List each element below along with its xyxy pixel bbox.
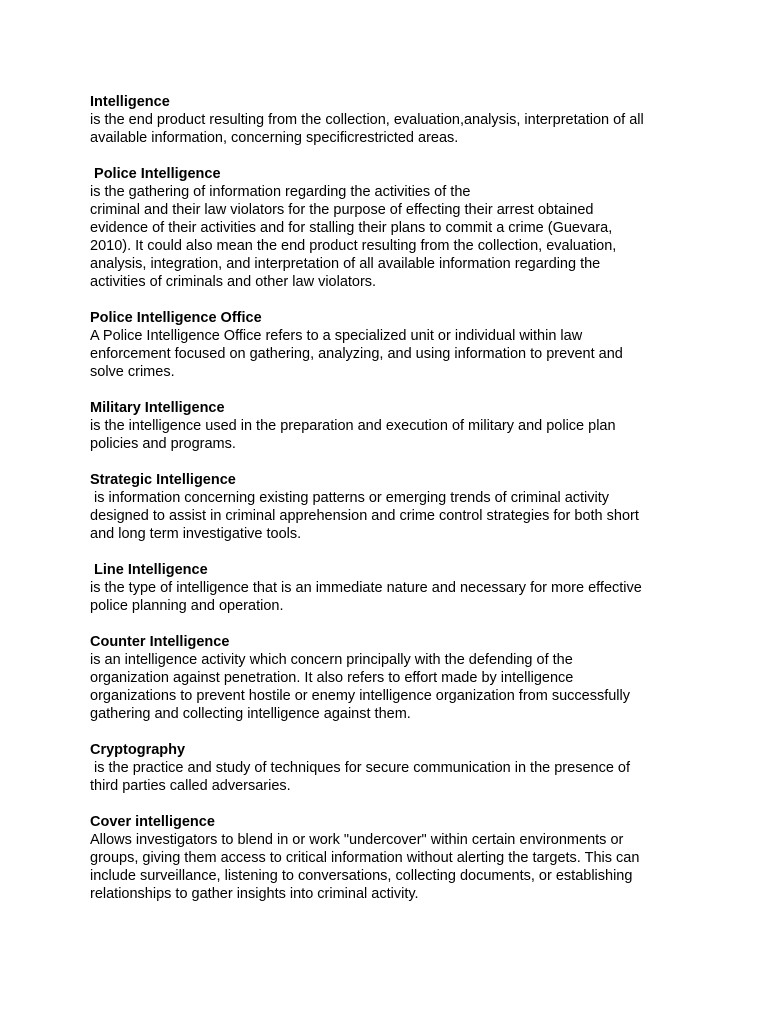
definition-line: gathering and collecting intelligence against them. bbox=[90, 706, 411, 722]
definition-line: third parties called adversaries. bbox=[90, 778, 291, 794]
definition-line: Allows investigators to blend in or work "undercover" within certain environments or bbox=[90, 832, 624, 848]
definition-line: police planning and operation. bbox=[90, 598, 284, 614]
definition-line: is the end product resulting from the collection, evaluation,analysis, interpretation of all bbox=[90, 112, 644, 128]
entry-line-intelligence bbox=[90, 561, 690, 615]
definition-line: analysis, integration, and interpretation of all available information regarding the bbox=[90, 256, 601, 272]
definition-line: enforcement focused on gathering, analyzing, and using information to prevent and bbox=[90, 346, 623, 362]
definition-line: organization against penetration. It also refers to effort made by intelligence bbox=[90, 670, 574, 686]
definition-line: is the type of intelligence that is an immediate nature and necessary for more effective bbox=[90, 580, 642, 596]
definition-line: activities of criminals and other law violators. bbox=[90, 274, 377, 290]
entry-police-intelligence bbox=[90, 165, 690, 291]
definition-line: is information concerning existing patterns or emerging trends of criminal activity bbox=[90, 490, 610, 506]
definition-line: 2010). It could also mean the end product resulting from the collection, evaluation, bbox=[90, 238, 617, 254]
term-heading: Counter Intelligence bbox=[90, 634, 230, 650]
entry-military-intelligence bbox=[90, 399, 690, 453]
definition-line: available information, concerning specificrestricted areas. bbox=[90, 130, 459, 146]
definition-line: solve crimes. bbox=[90, 364, 175, 380]
entry-cryptography bbox=[90, 741, 690, 795]
entry-intelligence bbox=[90, 93, 690, 147]
definition-line: criminal and their law violators for the purpose of effecting their arrest obtained bbox=[90, 202, 594, 218]
term-heading: Police Intelligence Office bbox=[90, 310, 262, 326]
entry-counter-intelligence bbox=[90, 633, 690, 723]
definition-line: evidence of their activities and for stalling their plans to commit a crime (Guevara, bbox=[90, 220, 613, 236]
definition-line: A Police Intelligence Office refers to a specialized unit or individual within law bbox=[90, 328, 583, 344]
term-heading: Police Intelligence bbox=[90, 166, 221, 182]
entry-cover-intelligence bbox=[90, 813, 690, 903]
entry-strategic-intelligence bbox=[90, 471, 690, 543]
definition-line: is an intelligence activity which concern principally with the defending of the bbox=[90, 652, 573, 668]
term-heading: Military Intelligence bbox=[90, 400, 225, 416]
entry-police-intelligence-office bbox=[90, 309, 690, 381]
definition-line: groups, giving them access to critical information without alerting the targets. This can bbox=[90, 850, 640, 866]
definition-line: relationships to gather insights into criminal activity. bbox=[90, 886, 419, 902]
term-heading: Line Intelligence bbox=[90, 562, 208, 578]
term-heading: Strategic Intelligence bbox=[90, 472, 236, 488]
term-heading: Intelligence bbox=[90, 94, 170, 110]
term-heading: Cryptography bbox=[90, 742, 186, 758]
definition-line: designed to assist in criminal apprehension and crime control strategies for both short bbox=[90, 508, 639, 524]
definition-line: organizations to prevent hostile or enemy intelligence organization from successfully bbox=[90, 688, 631, 704]
term-heading: Cover intelligence bbox=[90, 814, 215, 830]
document-page bbox=[90, 93, 690, 921]
definition-line: policies and programs. bbox=[90, 436, 236, 452]
definition-line: is the gathering of information regarding the activities of the bbox=[90, 184, 471, 200]
definition-line: include surveillance, listening to conversations, collecting documents, or establishing bbox=[90, 868, 633, 884]
definition-line: is the practice and study of techniques for secure communication in the presence of bbox=[90, 760, 631, 776]
definition-line: and long term investigative tools. bbox=[90, 526, 302, 542]
definition-line: is the intelligence used in the preparation and execution of military and police plan bbox=[90, 418, 616, 434]
